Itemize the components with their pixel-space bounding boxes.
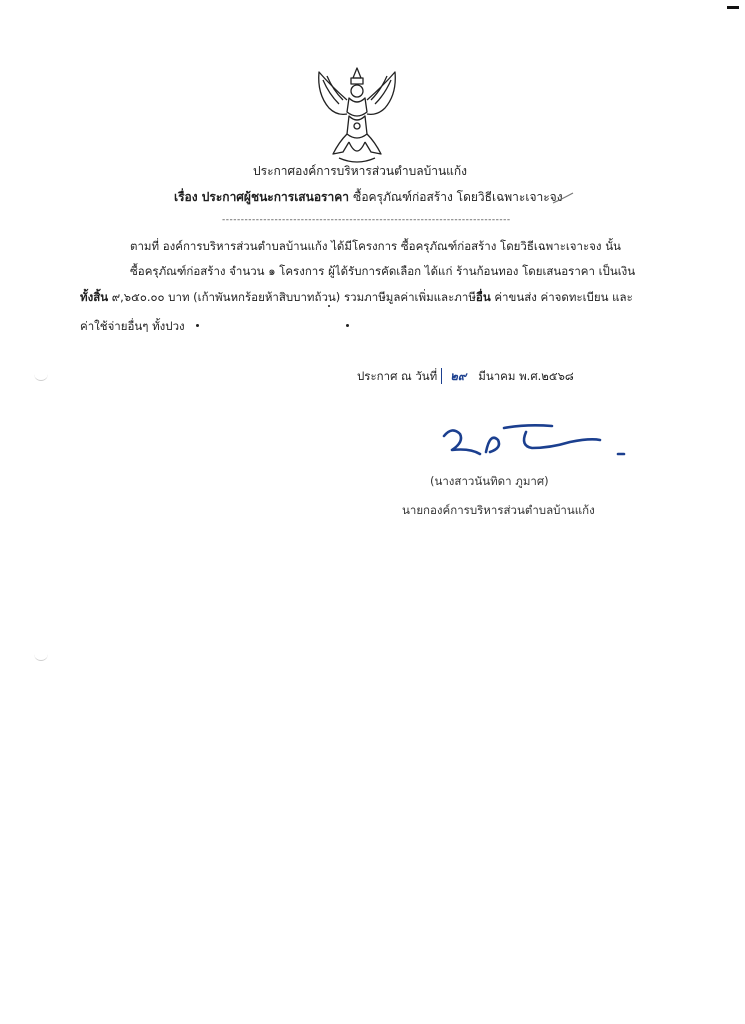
stray-dot [346, 324, 349, 327]
body-line [80, 289, 633, 305]
date-prefix: ประกาศ ณ วันที่ [357, 369, 438, 383]
body-emphasis: อื่น [475, 290, 491, 304]
body-line: ซื้อครุภัณฑ์ก่อสร้าง จำนวน ๑ โครงการ ผู้ได้รับการคัดเลือก ได้แก่ ร้านก้อนทอง โดยเสนอราคา เป็นเงิน [130, 264, 636, 278]
announcement-title: ประกาศองค์การบริหารส่วนตำบลบ้านแก้ง [253, 164, 468, 178]
punch-hole-mark [34, 372, 48, 381]
announcement-date [357, 368, 574, 384]
divider-line: ----------------------------------------------------------------------------- [222, 215, 511, 225]
subject-prefix: เรื่อง ประกาศผู้ชนะการเสนอราคา [174, 190, 349, 204]
signatory-name: (นางสาวนันทิดา ภูมาศ) [430, 474, 549, 488]
pen-check-mark [552, 192, 574, 204]
body-emphasis: ทั้งสิ้น [80, 290, 109, 304]
body-text: ๙,๖๕๐.๐๐ บาท (เก้าพันหกร้อยห้าสิบบาทถ้วน) รวมภาษีมูลค่าเพิ่มและภาษี [108, 290, 476, 304]
body-line: ตามที่ องค์การบริหารส่วนตำบลบ้านแก้ง ได้มีโครงการ ซื้อครุภัณฑ์ก่อสร้าง โดยวิธีเฉพาะเจาะจง นั้น [130, 239, 621, 253]
signatory-position: นายกองค์การบริหารส่วนตำบลบ้านแก้ง [402, 503, 595, 517]
stray-dot [328, 305, 330, 307]
body-line: ค่าใช้จ่ายอื่นๆ ทั้งปวง [80, 319, 185, 333]
handwritten-day: ๒๙ [441, 368, 474, 384]
date-month-year: มีนาคม พ.ศ.๒๕๖๘ [478, 369, 574, 383]
garuda-emblem-icon [309, 64, 405, 168]
stray-dot [196, 324, 199, 327]
punch-hole-mark [34, 652, 48, 661]
scan-corner-mark [727, 6, 739, 9]
body-text: ค่าขนส่ง ค่าจดทะเบียน และ [490, 290, 633, 304]
handwritten-signature [440, 418, 630, 466]
announcement-subject [174, 189, 563, 205]
subject-detail: ซื้อครุภัณฑ์ก่อสร้าง โดยวิธีเฉพาะเจาะจง [353, 190, 563, 204]
